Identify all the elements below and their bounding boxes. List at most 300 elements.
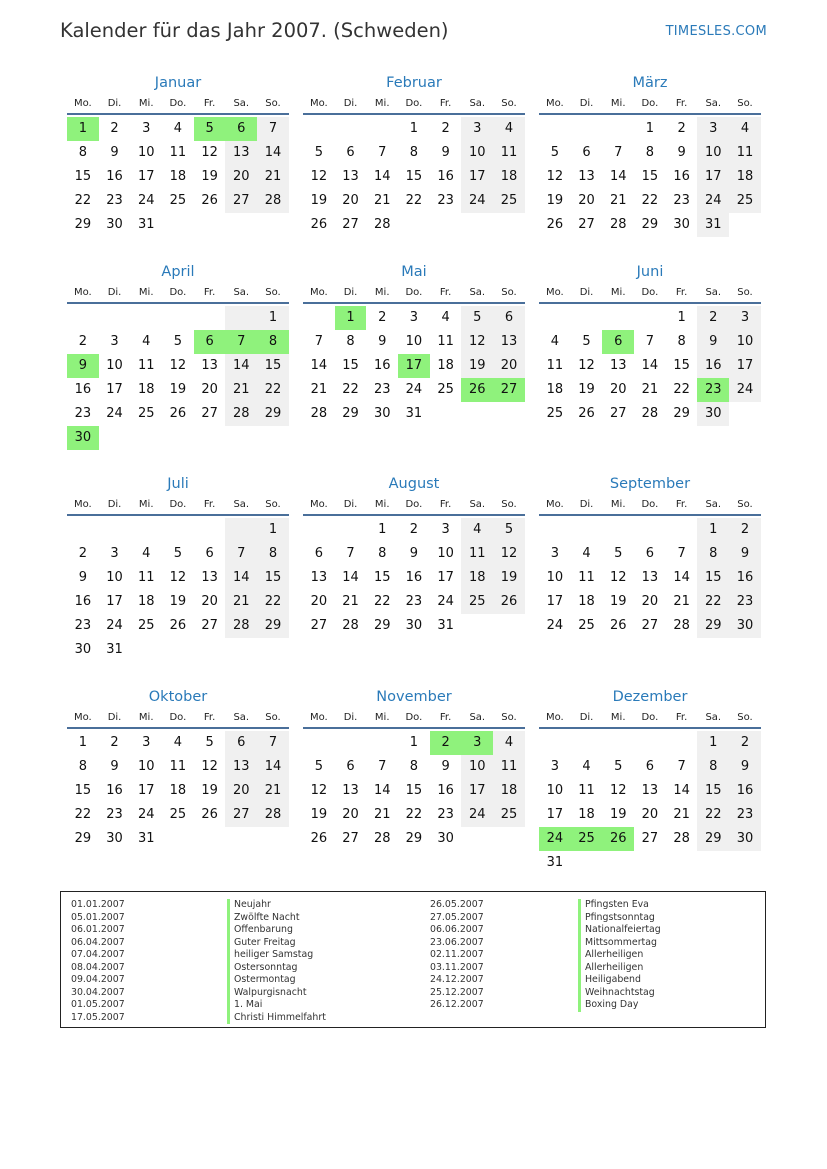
weekday-label: Do.: [169, 286, 187, 298]
day-cell: 14: [641, 358, 659, 373]
weekday-label: Do.: [169, 97, 187, 109]
day-cell: 14: [673, 783, 690, 798]
weekday-label: Mi.: [610, 286, 626, 298]
day-cell: 13: [310, 570, 328, 585]
day-cell: 28: [342, 618, 359, 633]
day-cell: 13: [493, 330, 525, 354]
day-cell: 3: [697, 117, 729, 141]
day-cell: 23: [405, 594, 423, 609]
day-cell: 18: [493, 165, 525, 189]
month-name: Juli: [167, 476, 189, 492]
day-cell: 29: [373, 618, 391, 633]
day-grid: [539, 117, 761, 237]
day-cell: 25: [578, 618, 595, 633]
day-cell: 25: [137, 406, 155, 421]
weekday-header: [303, 707, 525, 729]
day-cell: 22: [697, 803, 729, 827]
day-cell: 17: [697, 165, 729, 189]
weekday-label: Mo.: [309, 286, 328, 298]
day-cell: 15: [697, 566, 729, 590]
weekday-header: [67, 93, 289, 115]
legend-date: 03.11.2007: [430, 961, 484, 973]
day-cell: 25: [169, 807, 187, 822]
weekday-label: So.: [501, 97, 517, 109]
day-cell: 12: [546, 169, 564, 184]
day-cell: 6: [346, 759, 355, 774]
day-cell: 27: [225, 803, 257, 827]
month-name: Oktober: [148, 689, 208, 705]
day-cell: 5: [582, 334, 591, 349]
day-cell: 24: [106, 618, 123, 633]
empty-cell: [571, 731, 603, 755]
legend-left-names: [227, 899, 326, 1024]
weekday-label: So.: [265, 97, 281, 109]
empty-cell: [602, 306, 634, 330]
day-cell: 20: [201, 594, 218, 609]
day-cell: 16: [106, 783, 123, 798]
legend-holiday-name: Offenbarung: [227, 924, 326, 937]
day-cell: 26: [310, 831, 328, 846]
weekday-label: Fr.: [439, 286, 452, 298]
day-cell: 14: [373, 783, 391, 798]
legend-date: 24.12.2007: [430, 974, 484, 985]
day-cell: 9: [729, 542, 761, 566]
day-cell: 10: [106, 570, 123, 585]
day-cell: 27: [641, 618, 659, 633]
day-cell: 1: [257, 306, 289, 330]
day-cell: 26: [169, 618, 187, 633]
day-cell: 31: [546, 855, 564, 870]
day-cell: 2: [409, 522, 419, 537]
day-cell: 26: [201, 193, 218, 208]
legend-date: 06.06.2007: [430, 924, 484, 935]
legend-left-dates: [71, 899, 125, 1024]
holiday-day-cell: 25: [571, 827, 603, 851]
weekday-label: Do.: [405, 498, 423, 510]
holiday-day-cell: 17: [398, 354, 430, 378]
day-cell: 2: [729, 518, 761, 542]
day-cell: 24: [137, 807, 155, 822]
day-cell: 30: [106, 217, 123, 232]
day-cell: 17: [106, 594, 123, 609]
weekday-header: [539, 494, 761, 516]
day-cell: 30: [729, 827, 761, 851]
day-cell: 4: [461, 518, 493, 542]
legend-holiday-name: Ostersonntag: [227, 962, 326, 975]
day-cell: 26: [169, 406, 187, 421]
empty-cell: [99, 518, 131, 542]
day-cell: 14: [225, 566, 257, 590]
day-cell: 5: [314, 759, 323, 774]
holiday-day-cell: 6: [602, 330, 634, 354]
empty-cell: [666, 731, 698, 755]
day-cell: 11: [578, 783, 595, 798]
day-cell: 10: [461, 755, 493, 779]
day-cell: 26: [493, 590, 525, 614]
day-cell: 11: [169, 145, 187, 160]
legend-holiday-name: Allerheiligen: [578, 949, 661, 962]
day-cell: 27: [641, 831, 659, 846]
empty-cell: [194, 518, 226, 542]
day-cell: 20: [493, 354, 525, 378]
day-cell: 18: [137, 594, 155, 609]
day-cell: 25: [493, 803, 525, 827]
day-cell: 18: [169, 783, 187, 798]
day-cell: 19: [461, 354, 493, 378]
empty-cell: [602, 518, 634, 542]
day-cell: 26: [609, 618, 627, 633]
weekday-label: Mo.: [545, 97, 564, 109]
weekday-label: Fr.: [675, 498, 688, 510]
day-cell: 16: [673, 169, 690, 184]
empty-cell: [303, 117, 335, 141]
day-cell: 27: [201, 618, 218, 633]
day-cell: 8: [409, 759, 419, 774]
legend-date: 26.12.2007: [430, 999, 484, 1010]
holiday-day-cell: 5: [194, 117, 226, 141]
day-cell: 4: [493, 731, 525, 755]
day-cell: 21: [257, 165, 289, 189]
day-cell: 9: [409, 546, 419, 561]
legend-date: 02.11.2007: [430, 949, 484, 960]
day-cell: 6: [205, 546, 214, 561]
day-cell: 17: [461, 165, 493, 189]
legend-date: 23.06.2007: [430, 936, 484, 948]
day-cell: 18: [578, 594, 595, 609]
day-cell: 17: [546, 807, 564, 822]
day-cell: 17: [437, 570, 454, 585]
day-cell: 5: [314, 145, 323, 160]
day-cell: 28: [225, 614, 257, 638]
day-cell: 9: [110, 145, 119, 160]
empty-cell: [539, 117, 571, 141]
day-cell: 1: [78, 735, 87, 750]
legend-holiday-name: Weihnachtstag: [578, 987, 661, 1000]
day-cell: 13: [225, 755, 257, 779]
day-cell: 8: [645, 145, 655, 160]
day-cell: 19: [310, 807, 328, 822]
weekday-label: Mi.: [374, 286, 390, 298]
weekday-label: Di.: [579, 711, 594, 723]
day-cell: 24: [405, 382, 423, 397]
day-cell: 20: [609, 382, 627, 397]
weekday-label: Mo.: [545, 711, 564, 723]
month-juni: [539, 262, 761, 426]
day-cell: 10: [137, 759, 155, 774]
day-cell: 17: [461, 779, 493, 803]
day-cell: 12: [609, 570, 627, 585]
day-cell: 3: [461, 117, 493, 141]
day-cell: 4: [729, 117, 761, 141]
day-cell: 10: [697, 141, 729, 165]
day-cell: 3: [110, 546, 119, 561]
legend-date: 30.04.2007: [71, 986, 125, 998]
weekday-header: [303, 282, 525, 304]
day-cell: 22: [405, 807, 423, 822]
empty-cell: [162, 518, 194, 542]
day-grid: [303, 117, 525, 237]
holiday-day-cell: 30: [67, 426, 99, 450]
day-cell: 21: [609, 193, 627, 208]
weekday-label: Mi.: [374, 97, 390, 109]
month-name: April: [161, 264, 195, 280]
legend-holiday-name: Boxing Day: [578, 999, 661, 1012]
empty-cell: [571, 518, 603, 542]
month-mai: [303, 262, 525, 426]
day-cell: 28: [673, 618, 690, 633]
day-cell: 23: [74, 618, 92, 633]
day-cell: 14: [673, 570, 690, 585]
day-cell: 1: [257, 518, 289, 542]
weekday-label: Sa.: [469, 498, 486, 510]
day-cell: 21: [342, 594, 359, 609]
empty-cell: [634, 731, 666, 755]
weekday-label: Mo.: [309, 711, 328, 723]
weekday-label: Di.: [579, 97, 594, 109]
day-cell: 6: [314, 546, 323, 561]
day-cell: 15: [74, 169, 92, 184]
day-cell: 4: [441, 310, 450, 325]
holiday-day-cell: 26: [602, 827, 634, 851]
day-cell: 12: [169, 358, 187, 373]
day-cell: 8: [409, 145, 419, 160]
weekday-label: Sa.: [233, 97, 250, 109]
day-cell: 20: [578, 193, 595, 208]
day-cell: 24: [437, 594, 454, 609]
day-cell: 12: [169, 570, 187, 585]
weekday-label: So.: [737, 97, 753, 109]
day-cell: 9: [378, 334, 387, 349]
day-cell: 26: [578, 406, 595, 421]
day-cell: 14: [257, 141, 289, 165]
day-cell: 22: [257, 590, 289, 614]
weekday-label: Sa.: [469, 286, 486, 298]
day-cell: 14: [225, 354, 257, 378]
holiday-day-cell: 2: [430, 731, 462, 755]
empty-cell: [602, 117, 634, 141]
day-cell: 18: [493, 779, 525, 803]
weekday-label: Do.: [641, 286, 659, 298]
weekday-header: [303, 93, 525, 115]
day-cell: 12: [201, 759, 218, 774]
day-cell: 24: [461, 803, 493, 827]
day-cell: 20: [641, 807, 659, 822]
day-cell: 29: [257, 614, 289, 638]
day-cell: 27: [342, 217, 359, 232]
day-cell: 25: [437, 382, 454, 397]
weekday-label: Sa.: [705, 286, 722, 298]
weekday-label: Mo.: [309, 97, 328, 109]
day-cell: 15: [257, 566, 289, 590]
day-cell: 30: [437, 831, 454, 846]
legend-date: 01.05.2007: [71, 999, 125, 1010]
day-cell: 14: [257, 755, 289, 779]
weekday-label: So.: [501, 711, 517, 723]
day-cell: 14: [373, 169, 391, 184]
day-cell: 25: [461, 590, 493, 614]
day-cell: 11: [578, 570, 595, 585]
weekday-label: Mi.: [610, 97, 626, 109]
page-title: Kalender für das Jahr 2007. (Schweden): [60, 19, 449, 42]
legend-right-names: [578, 899, 661, 1012]
empty-cell: [303, 306, 335, 330]
empty-cell: [571, 306, 603, 330]
day-cell: 14: [609, 169, 627, 184]
day-cell: 5: [205, 735, 214, 750]
weekday-label: Mi.: [138, 498, 154, 510]
site-link[interactable]: TIMESLES.COM: [665, 24, 767, 39]
day-cell: 8: [257, 542, 289, 566]
day-cell: 30: [673, 217, 690, 232]
month-februar: [303, 73, 525, 237]
legend-date: 06.01.2007: [71, 924, 125, 935]
day-cell: 28: [310, 406, 328, 421]
day-cell: 12: [493, 542, 525, 566]
day-cell: 15: [405, 169, 423, 184]
legend-holiday-name: Neujahr: [227, 899, 326, 912]
day-cell: 19: [609, 594, 627, 609]
day-cell: 18: [169, 169, 187, 184]
day-cell: 17: [137, 169, 155, 184]
weekday-label: Do.: [405, 97, 423, 109]
weekday-label: Mi.: [138, 711, 154, 723]
day-cell: 15: [405, 783, 423, 798]
day-cell: 3: [441, 522, 450, 537]
day-cell: 22: [74, 807, 92, 822]
day-cell: 14: [310, 358, 328, 373]
day-cell: 26: [546, 217, 564, 232]
legend-holiday-name: Guter Freitag: [227, 937, 326, 950]
day-cell: 7: [314, 334, 323, 349]
day-cell: 30: [729, 614, 761, 638]
legend-date: 09.04.2007: [71, 974, 125, 985]
day-cell: 22: [257, 378, 289, 402]
day-cell: 22: [74, 193, 92, 208]
day-cell: 3: [550, 546, 559, 561]
day-cell: 19: [578, 382, 595, 397]
day-cell: 28: [641, 406, 659, 421]
day-cell: 27: [310, 618, 328, 633]
day-cell: 31: [137, 831, 155, 846]
day-cell: 29: [697, 614, 729, 638]
weekday-label: Sa.: [705, 711, 722, 723]
weekday-label: Mi.: [610, 711, 626, 723]
month-name: Juni: [636, 264, 664, 280]
day-cell: 23: [106, 193, 123, 208]
weekday-label: Mi.: [374, 711, 390, 723]
day-cell: 9: [110, 759, 119, 774]
day-cell: 23: [106, 807, 123, 822]
weekday-label: Sa.: [469, 711, 486, 723]
day-cell: 6: [225, 731, 257, 755]
day-cell: 23: [74, 406, 92, 421]
day-cell: 2: [697, 306, 729, 330]
weekday-header: [67, 282, 289, 304]
day-cell: 4: [493, 117, 525, 141]
day-cell: 7: [614, 145, 623, 160]
day-cell: 24: [697, 189, 729, 213]
day-cell: 13: [342, 783, 359, 798]
weekday-label: So.: [737, 711, 753, 723]
day-cell: 20: [342, 193, 359, 208]
day-cell: 5: [173, 546, 183, 561]
weekday-header: [67, 494, 289, 516]
day-cell: 7: [257, 731, 289, 755]
weekday-label: Fr.: [439, 498, 452, 510]
day-cell: 6: [645, 546, 655, 561]
day-cell: 8: [78, 145, 87, 160]
day-cell: 10: [546, 783, 564, 798]
day-cell: 19: [201, 783, 218, 798]
holiday-day-cell: 1: [335, 306, 367, 330]
holiday-day-cell: 1: [67, 117, 99, 141]
day-cell: 19: [169, 594, 187, 609]
weekday-label: Mo.: [545, 498, 564, 510]
day-cell: 28: [609, 217, 627, 232]
day-cell: 5: [550, 145, 559, 160]
day-cell: 21: [225, 590, 257, 614]
empty-cell: [303, 518, 335, 542]
day-cell: 10: [546, 570, 564, 585]
day-cell: 8: [346, 334, 355, 349]
month-oktober: [67, 687, 289, 851]
day-cell: 12: [201, 145, 218, 160]
day-cell: 12: [609, 783, 627, 798]
day-cell: 24: [461, 189, 493, 213]
holiday-legend: [60, 891, 766, 1028]
weekday-label: Sa.: [233, 286, 250, 298]
weekday-label: Di.: [343, 97, 358, 109]
month-name: März: [632, 75, 668, 91]
day-cell: 4: [142, 546, 151, 561]
day-cell: 11: [493, 755, 525, 779]
day-cell: 21: [641, 382, 659, 397]
day-cell: 4: [550, 334, 559, 349]
day-cell: 15: [74, 783, 92, 798]
legend-holiday-name: heiliger Samstag: [227, 949, 326, 962]
day-cell: 24: [106, 406, 123, 421]
day-cell: 2: [78, 334, 87, 349]
day-cell: 20: [201, 382, 218, 397]
legend-date: 26.05.2007: [430, 899, 484, 910]
day-cell: 22: [673, 382, 690, 397]
month-august: [303, 474, 525, 638]
day-cell: 21: [673, 594, 690, 609]
weekday-label: Fr.: [203, 498, 216, 510]
day-cell: 15: [342, 358, 359, 373]
day-grid: [539, 518, 761, 638]
day-cell: 5: [461, 306, 493, 330]
weekday-label: So.: [501, 286, 517, 298]
day-cell: 22: [373, 594, 391, 609]
holiday-day-cell: 26: [461, 378, 493, 402]
day-cell: 25: [729, 189, 761, 213]
month-name: November: [376, 689, 452, 705]
legend-date: 06.04.2007: [71, 936, 125, 948]
day-cell: 23: [729, 590, 761, 614]
day-cell: 2: [441, 121, 450, 136]
month-name: Januar: [154, 75, 202, 91]
day-cell: 1: [409, 121, 419, 136]
legend-holiday-name: Heiligabend: [578, 974, 661, 987]
empty-cell: [67, 306, 99, 330]
day-cell: 29: [342, 406, 359, 421]
day-grid: [539, 306, 761, 426]
legend-holiday-name: Allerheiligen: [578, 962, 661, 975]
day-cell: 24: [729, 378, 761, 402]
day-cell: 9: [441, 145, 450, 160]
empty-cell: [130, 518, 162, 542]
